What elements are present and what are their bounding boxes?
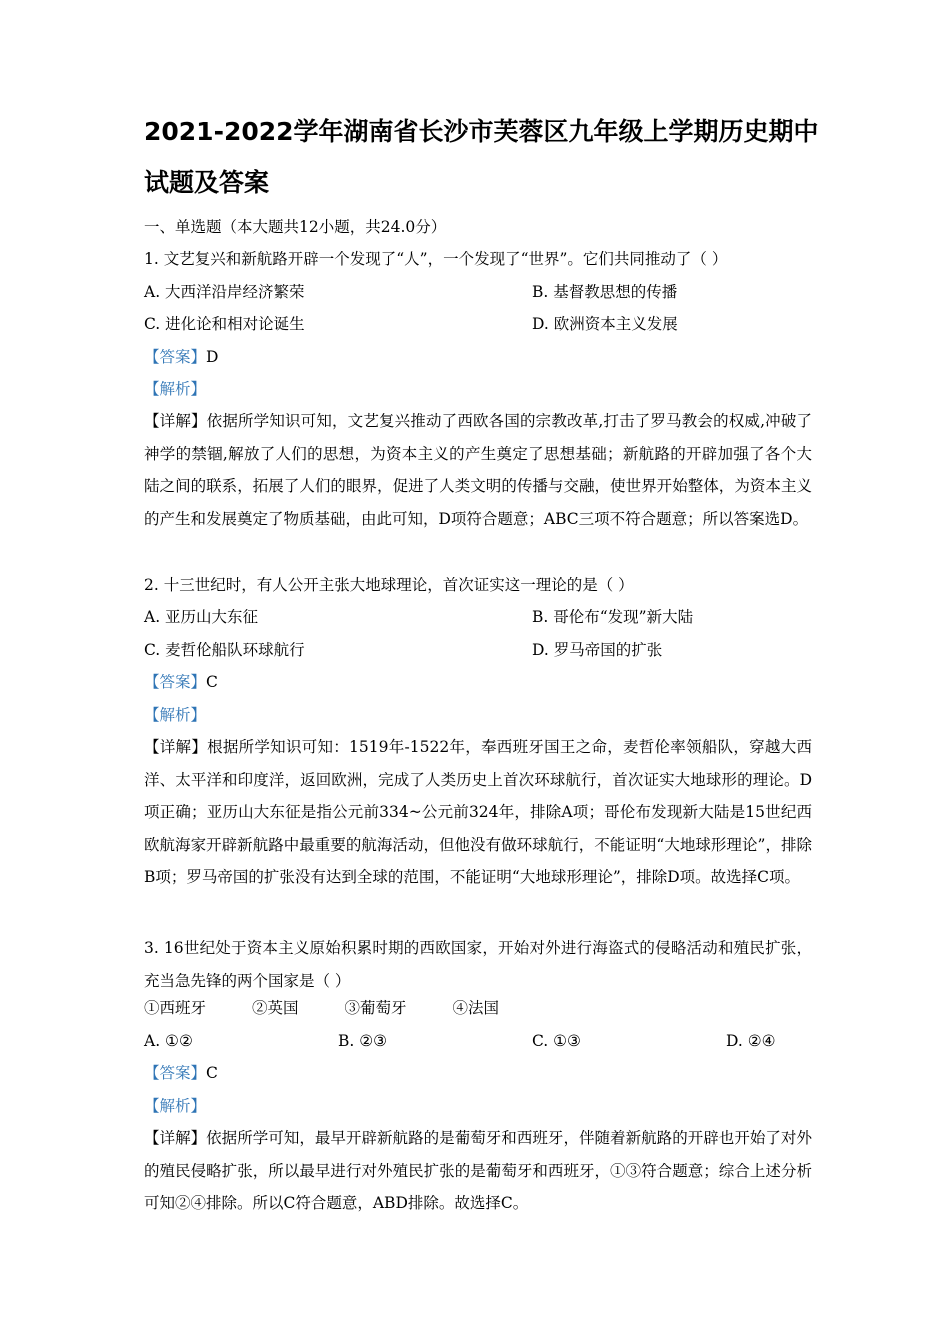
question-2-option-a: A. 亚历山大东征 bbox=[144, 608, 259, 626]
question-3-analysis-label: 【解析】 bbox=[144, 1097, 207, 1115]
choice-1: ①西班牙 bbox=[144, 999, 207, 1017]
section-heading: 一、单选题（本大题共12小题，共24.0分） bbox=[144, 218, 447, 236]
detail-text: 依据所学可知，最早开辟新航路的是葡萄牙和西班牙，伴随着新航路的开辟也开始了对外的殖民侵略扩张，所以最早进行对外殖民扩张的是葡萄牙和西班牙，①③符合题意；综合上述分析可知②④排除。所以C符合题意，ABD排除。故选择C。 bbox=[144, 1129, 812, 1213]
question-3-option-a: A. ①② bbox=[144, 1032, 193, 1050]
question-3-detail bbox=[144, 1122, 812, 1220]
detail-text: 依据所学知识可知，文艺复兴推动了西欧各国的宗教改革,打击了罗马教会的权威,冲破了神学的禁锢,解放了人们的思想，为资本主义的产生奠定了思想基础；新航路的开辟加强了各个大陆之间的联系，拓展了人们的眼界，促进了人类文明的传播与交融，使世界开始整体，为资本主义的产生和发展奠定了物质基础，由此可知，D项符合题意；ABC三项不符合题意；所以答案选D。 bbox=[144, 412, 812, 528]
question-1-option-c: C. 进化论和相对论诞生 bbox=[144, 315, 305, 333]
question-1-answer bbox=[144, 346, 218, 368]
question-3-answer bbox=[144, 1062, 218, 1084]
choice-2: ②英国 bbox=[252, 999, 299, 1017]
question-2-stem: 2. 十三世纪时，有人公开主张大地球理论，首次证实这一理论的是（ ） bbox=[144, 576, 634, 594]
question-2-option-d: D. 罗马帝国的扩张 bbox=[532, 641, 663, 659]
document-title-line-2: 试题及答案 bbox=[144, 168, 270, 197]
answer-label: 【答案】 bbox=[144, 348, 207, 366]
question-2-option-c: C. 麦哲伦船队环球航行 bbox=[144, 641, 305, 659]
question-1-detail bbox=[144, 405, 812, 535]
question-1-stem: 1. 文艺复兴和新航路开辟一个发现了“人”，一个发现了“世界”。它们共同推动了（ ） bbox=[144, 250, 728, 268]
answer-label: 【答案】 bbox=[144, 1064, 207, 1082]
question-1-option-a: A. 大西洋沿岸经济繁荣 bbox=[144, 283, 305, 301]
answer-value: C bbox=[206, 673, 218, 691]
question-2-answer bbox=[144, 671, 218, 693]
answer-value: C bbox=[206, 1064, 218, 1082]
answer-value: D bbox=[206, 348, 219, 366]
question-3-option-c: C. ①③ bbox=[532, 1032, 581, 1050]
question-1-option-d: D. 欧洲资本主义发展 bbox=[532, 315, 678, 333]
question-2-detail bbox=[144, 731, 812, 894]
question-3-option-d: D. ②④ bbox=[726, 1032, 776, 1050]
question-2-analysis-label: 【解析】 bbox=[144, 706, 207, 724]
detail-label: 【详解】 bbox=[144, 1129, 207, 1147]
question-3-choices bbox=[144, 997, 499, 1019]
document-title-line-1: 2021-2022学年湖南省长沙市芙蓉区九年级上学期历史期中 bbox=[144, 117, 819, 146]
answer-label: 【答案】 bbox=[144, 673, 207, 691]
choice-4: ④法国 bbox=[452, 999, 500, 1017]
question-3-stem: 3. 16世纪处于资本主义原始积累时期的西欧国家，开始对外进行海盗式的侵略活动和殖民扩张，充当急先锋的两个国家是（ ） bbox=[144, 939, 812, 990]
detail-label: 【详解】 bbox=[144, 412, 207, 430]
question-1-option-b: B. 基督教思想的传播 bbox=[532, 283, 678, 301]
question-2-option-b: B. 哥伦布“发现”新大陆 bbox=[532, 608, 694, 626]
choice-3: ③葡萄牙 bbox=[344, 999, 407, 1017]
question-3-option-b: B. ②③ bbox=[338, 1032, 388, 1050]
detail-text: 根据所学知识可知：1519年-1522年，奉西班牙国王之命，麦哲伦率领船队，穿越大西洋、太平洋和印度洋，返回欧洲，完成了人类历史上首次环球航行，首次证实大地球形的理论。D项正确；亚历山大东征是指公元前334~公元前324年，排除A项；哥伦布发现新大陆是15世纪西欧航海家开辟新航路中最重要的航海活动，但他没有做环球航行，不能证明“大地球形理论”，排除B项；罗马帝国的扩张没有达到全球的范围，不能证明“大地球形理论”，排除D项。故选择C项。 bbox=[144, 738, 812, 887]
question-1-analysis-label: 【解析】 bbox=[144, 380, 207, 398]
detail-label: 【详解】 bbox=[144, 738, 208, 756]
